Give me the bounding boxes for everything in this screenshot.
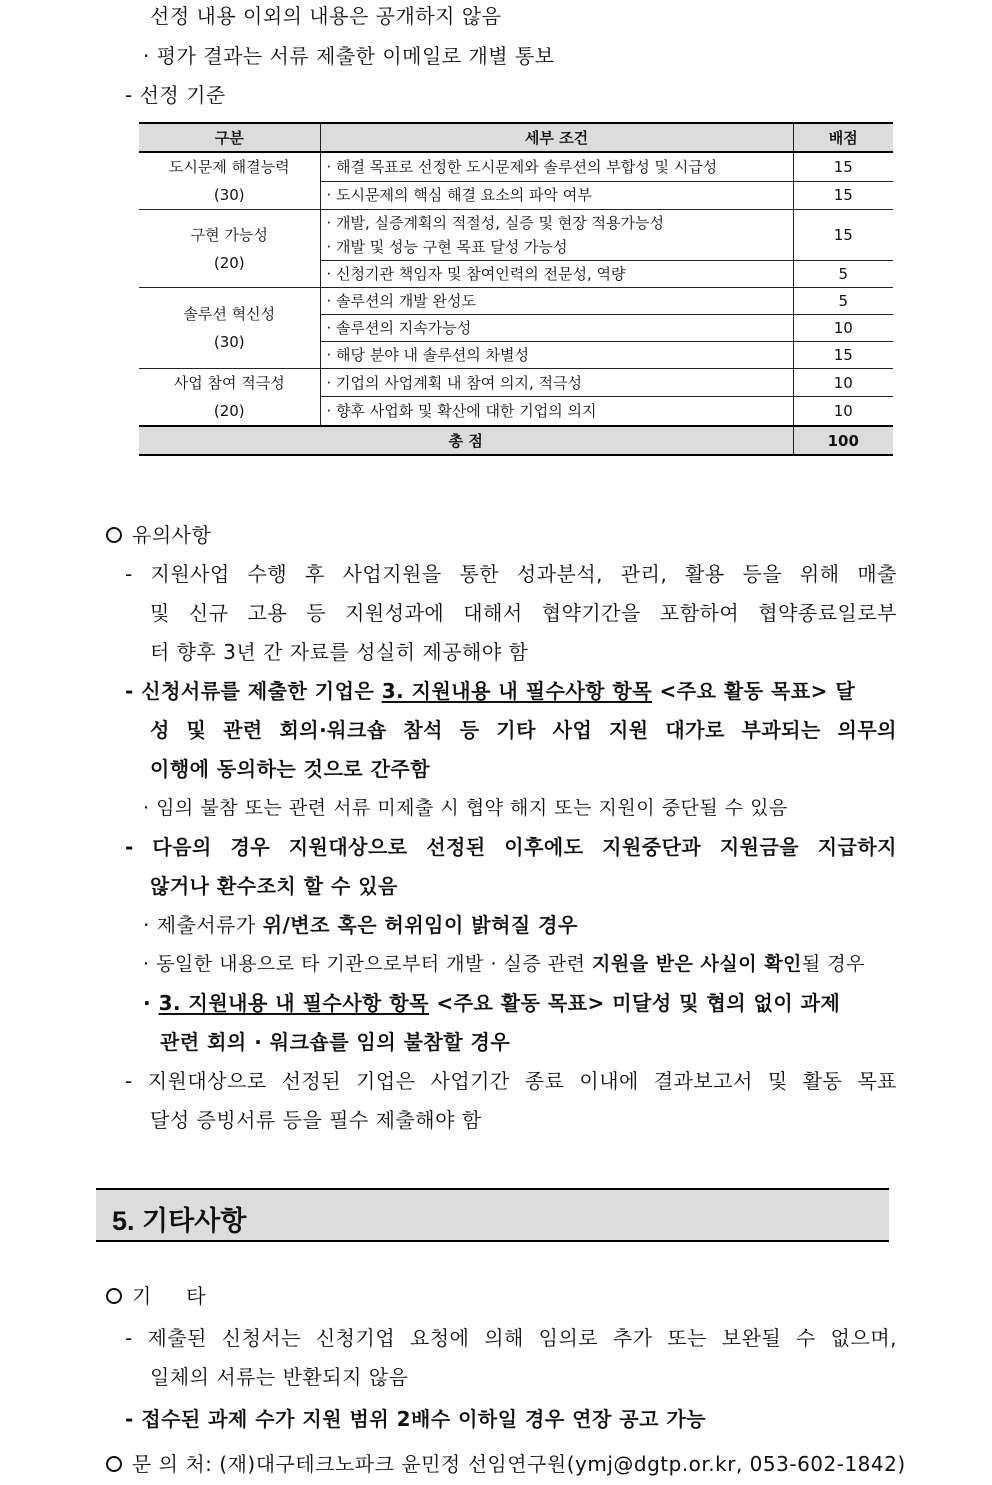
header-score: 배점 (793, 123, 893, 152)
score-cell: 5 (793, 261, 893, 288)
note-sub-bullet: 관련 회의 · 워크숍를 임의 불참할 경우 (160, 1030, 511, 1054)
score-cell: 15 (793, 181, 893, 210)
score-cell: 5 (793, 288, 893, 315)
total-label: 총 점 (139, 426, 793, 455)
total-row (139, 426, 893, 455)
detail-cell: · 개발, 실증계획의 적절성, 실증 및 현장 적용가능성 · 개발 및 성능 구현 목표 달성 가능성 (320, 210, 793, 261)
score-cell: 15 (793, 152, 893, 181)
circle-bullet-icon (106, 527, 122, 543)
detail-cell: · 해당 분야 내 솔루션의 차별성 (320, 342, 793, 369)
category-cell: 솔루션 혁신성 (30) (139, 288, 320, 369)
note-sub-bullet: · 임의 불참 또는 관련 서류 미제출 시 협약 해지 또는 지원이 중단될 수 있음 (143, 797, 788, 819)
selection-criteria-table (139, 122, 893, 456)
score-cell: 10 (793, 315, 893, 342)
score-cell: 15 (793, 342, 893, 369)
note-paragraph-line: - 지원사업 수행 후 사업지원을 통한 성과분석, 관리, 활용 등을 위해 매출 (125, 562, 897, 586)
detail-cell: · 신청기관 책임자 및 참여인력의 전문성, 역량 (320, 261, 793, 288)
table-row (139, 152, 893, 181)
category-cell: 사업 참여 적극성 (20) (139, 369, 320, 427)
note-suspension-line: - 다음의 경우 지원대상으로 선정된 이후에도 지원중단과 지원금을 지급하지 (125, 835, 897, 859)
section-header (96, 1188, 889, 1242)
detail-cell: · 솔루션의 지속가능성 (320, 315, 793, 342)
note-paragraph-line: 및 신규 고용 등 지원성과에 대해서 협약기간을 포함하여 협약종료일로부 (150, 601, 897, 625)
circle-bullet-icon (106, 1288, 122, 1304)
score-cell: 10 (793, 397, 893, 426)
header-category: 구분 (139, 123, 320, 152)
score-cell: 15 (793, 210, 893, 261)
score-cell: 10 (793, 369, 893, 397)
header-detail: 세부 조건 (320, 123, 793, 152)
notes-heading: 유의사항 (106, 521, 211, 549)
note-paragraph-line: 터 향후 3년 간 자료를 성실히 제공해야 함 (150, 640, 529, 664)
detail-cell: · 도시문제의 핵심 해결 요소의 파악 여부 (320, 181, 793, 210)
selection-note-line: 선정 내용 이외의 내용은 공개하지 않음 (150, 4, 502, 28)
category-cell: 구현 가능성 (20) (139, 210, 320, 288)
note-obligation-line: - 신청서류를 제출한 기업은 3. 지원내용 내 필수사항 항목 <주요 활동 목표> 달 (125, 679, 856, 703)
note-suspension-line: 않거나 환수조치 할 수 있음 (150, 874, 398, 898)
note-sub-bullet: · 동일한 내용으로 타 기관으로부터 개발 · 실증 관련 지원을 받은 사실이 확인될 경우 (143, 953, 866, 975)
total-score: 100 (793, 426, 893, 455)
note-sub-bullet: · 제출서류가 위/변조 혹은 허위임이 밝혀질 경우 (143, 913, 578, 937)
detail-cell: · 기업의 사업계획 내 참여 의지, 적극성 (320, 369, 793, 397)
etc-extension-line: - 접수된 과제 수가 지원 범위 2배수 이하일 경우 연장 공고 가능 (125, 1407, 706, 1431)
evaluation-result-note: · 평가 결과는 서류 제출한 이메일로 개별 통보 (143, 44, 555, 68)
section-title: 5. 기타사항 (112, 1206, 247, 1236)
detail-cell: · 해결 목표로 선정한 도시문제와 솔루션의 부합성 및 시급성 (320, 152, 793, 181)
note-report-line: - 지원대상으로 선정된 기업은 사업기간 종료 이내에 결과보고서 및 활동 목표 (125, 1069, 897, 1093)
category-cell: 도시문제 해결능력 (30) (139, 152, 320, 210)
selection-criteria-heading: - 선정 기준 (125, 83, 226, 107)
etc-paragraph-line: - 제출된 신청서는 신청기업 요청에 의해 임의로 추가 또는 보완될 수 없으며, (125, 1326, 897, 1350)
note-obligation-line: 이행에 동의하는 것으로 간주함 (150, 757, 431, 781)
detail-cell: · 솔루션의 개발 완성도 (320, 288, 793, 315)
table-row (139, 288, 893, 315)
table-row (139, 210, 893, 261)
circle-bullet-icon (106, 1456, 122, 1472)
contact-line: 문 의 처: (재)대구테크노파크 윤민정 선임연구원(ymj@dgtp.or.kr, 053-602-1842) (106, 1450, 906, 1478)
table-row (139, 369, 893, 397)
note-sub-bullet: · 3. 지원내용 내 필수사항 항목 <주요 활동 목표> 미달성 및 협의 없이 과제 (143, 991, 841, 1015)
note-report-line: 달성 증빙서류 등을 필수 제출해야 함 (150, 1108, 482, 1132)
note-obligation-line: 성 및 관련 회의·워크숍 참석 등 기타 사업 지원 대가로 부과되는 의무의 (150, 718, 897, 742)
etc-paragraph-line: 일체의 서류는 반환되지 않음 (150, 1365, 409, 1389)
etc-heading: 기 타 (106, 1282, 206, 1310)
detail-cell: · 향후 사업화 및 확산에 대한 기업의 의지 (320, 397, 793, 426)
